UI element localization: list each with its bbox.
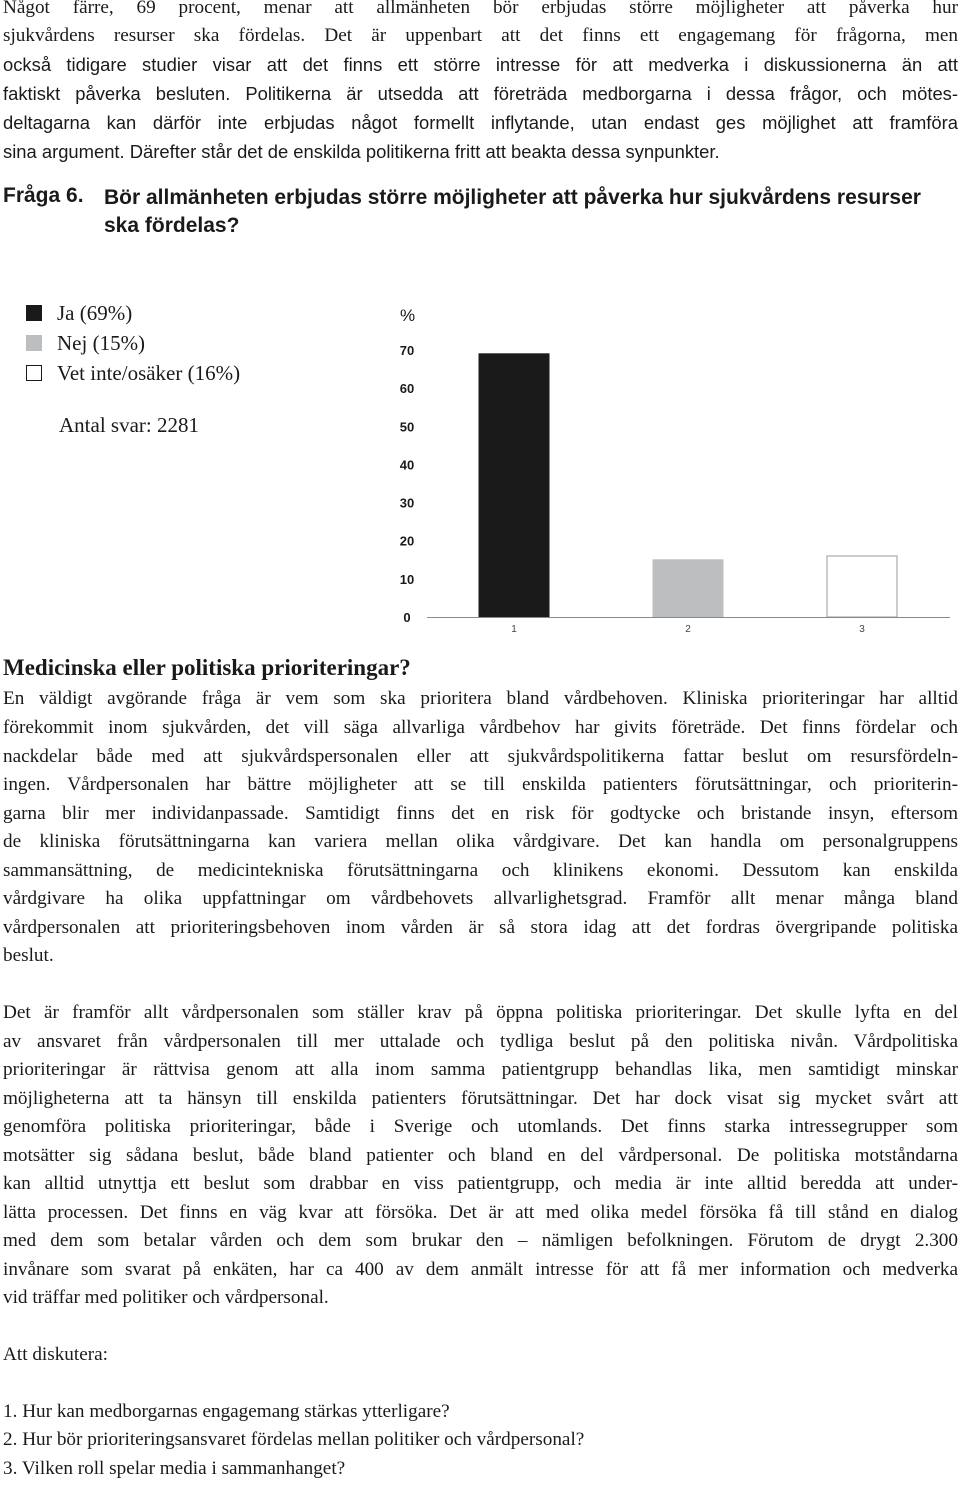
text-line: förekommit inom sjukvården, det vill säga allvarliga vårdbehov har givits företräde. Det finns fördelar och xyxy=(3,717,958,738)
discussion-question: 3. Vilken roll spelar media i sammanhanget? xyxy=(3,1458,346,1479)
discussion-heading: Att diskutera: xyxy=(3,1344,108,1365)
bar-2 xyxy=(653,560,723,617)
text-line: de kliniska förutsättningarna kan variera mellan olika vårdgivare. Det kan handla om personalgruppens xyxy=(3,831,958,852)
intro-line: Något färre, 69 procent, menar att allmänheten bör erbjudas större möjligheter att påverka hur xyxy=(3,0,958,18)
bar-1 xyxy=(479,354,549,617)
intro-line: också tidigare studier visar att det finns ett större intresse för att medverka i diskussionerna än att xyxy=(3,54,958,75)
y-tick-label: 50 xyxy=(399,419,415,435)
x-tick-label: 3 xyxy=(859,624,865,635)
text-line: kan alltid utnyttja ett beslut som drabbar en viss patientgrupp, och media är inte alltid beredda att under- xyxy=(3,1173,958,1194)
section-heading: Medicinska eller politiska prioriteringar? xyxy=(3,655,411,680)
y-tick-label: 30 xyxy=(399,495,415,511)
y-tick-label: 20 xyxy=(399,533,415,549)
response-count: Antal svar: 2281 xyxy=(59,413,199,437)
intro-line: faktiskt påverka besluten. Politikerna är utsedda att företräda medborgarna i dessa frågor, och mötes- xyxy=(3,83,958,104)
intro-line: sina argument. Därefter står det de enskilda politikerna fritt att beakta dessa synpunkter. xyxy=(3,141,720,162)
legend-label: Ja (69%) xyxy=(57,301,133,325)
y-tick-label: 70 xyxy=(399,343,415,358)
text-line: prioriteringar är rättvisa genom att alla inom samma patientgrupp behandlas lika, men samtidigt minskar xyxy=(3,1059,958,1080)
discussion-question: 1. Hur kan medborgarnas engagemang stärkas ytterligare? xyxy=(3,1401,450,1422)
text-line: Det är framför allt vårdpersonalen som ställer krav på öppna politiska prioriteringar. Det skulle lyfta en del xyxy=(3,1002,958,1023)
text-line: garna blir mer individanpassade. Samtidigt finns det en risk för godtycke och bristande insyn, eftersom xyxy=(3,803,958,824)
y-tick-label: 60 xyxy=(399,381,415,397)
text-line: vårdpersonalen att prioriteringsbehoven inom vården är så stora idag att det fordras övergripande politiska xyxy=(3,917,958,938)
text-line: lätta processen. Det finns en väg kvar att försöka. Det är att med olika medel försöka få till stånd en dialog xyxy=(3,1202,958,1223)
text-line: möjligheterna att ta hänsyn till enskilda patienters förutsättningar. Det har dock visat sig mycket svårt att xyxy=(3,1088,958,1109)
intro-line: deltagarna kan därför inte erbjudas något formellt inflytande, utan endast ges möjlighet att framföra xyxy=(3,112,958,133)
text-line: sammansättning, de medicintekniska förutsättningarna och klinikens ekonomi. Dessutom kan enskilda xyxy=(3,860,958,881)
discussion-question: 2. Hur bör prioriteringsansvaret fördelas mellan politiker och vårdpersonal? xyxy=(3,1429,585,1450)
text-line: genomföra politiska prioriteringar, både i Sverige och utomlands. Det finns starka intressegrupper som xyxy=(3,1116,958,1137)
text-line: ingen. Vårdpersonalen har bättre möjligheter att se till enskilda patienters förutsättningar, och prioriterin- xyxy=(3,774,958,795)
text-line: invånare som svarat på enkäten, har ca 400 av dem anmält intresse för att få mer information och medverka xyxy=(3,1259,958,1280)
intro-line: sjukvårdens resurser ska fördelas. Det är uppenbart att det finns ett engagemang för frågorna, men xyxy=(3,25,958,46)
question-label: Fråga 6. xyxy=(3,184,84,207)
text-line: vid träffar med politiker och vårdpersonal. xyxy=(3,1287,329,1308)
y-axis-label: % xyxy=(400,306,416,325)
text-line: med dem som betalar vården och dem som brukar den – nämligen befolkningen. Förutom de drygt 2.300 xyxy=(3,1230,958,1251)
y-tick-label: 40 xyxy=(399,457,415,473)
bar-3 xyxy=(827,556,897,617)
text-line: vårdgivare ha olika uppfattningar om vårdbehovets allvarlighetsgrad. Framför allt menar många bland xyxy=(3,888,958,909)
legend-label: Vet inte/osäker (16%) xyxy=(57,361,241,385)
text-line: En väldigt avgörande fråga är vem som ska prioritera bland vårdbehoven. Kliniska prioriteringar har alltid xyxy=(3,688,958,709)
legend-label: Nej (15%) xyxy=(57,331,146,355)
x-tick-label: 2 xyxy=(685,624,691,635)
bar-chart xyxy=(0,0,960,650)
text-line: beslut. xyxy=(3,945,54,966)
text-line: nackdelar både med att sjukvårdspersonalen eller att sjukvårdspolitikerna fattar beslut om resursfördeln- xyxy=(3,746,958,767)
x-tick-label: 1 xyxy=(511,624,517,635)
question-text: Bör allmänheten erbjudas större möjligheter att påverka hur sjukvårdens resurser ska fördelas? xyxy=(104,186,921,237)
y-tick-label: 0 xyxy=(403,610,411,625)
text-line: av ansvaret från vårdpersonalen till mer uttalade och tydliga beslut på den politiska nivån. Vårdpolitiska xyxy=(3,1031,958,1052)
text-line: motsätter sig sådana beslut, både bland patienter och bland en del vårdpersonal. De politiska motståndarna xyxy=(3,1145,958,1166)
y-tick-label: 10 xyxy=(399,571,415,587)
